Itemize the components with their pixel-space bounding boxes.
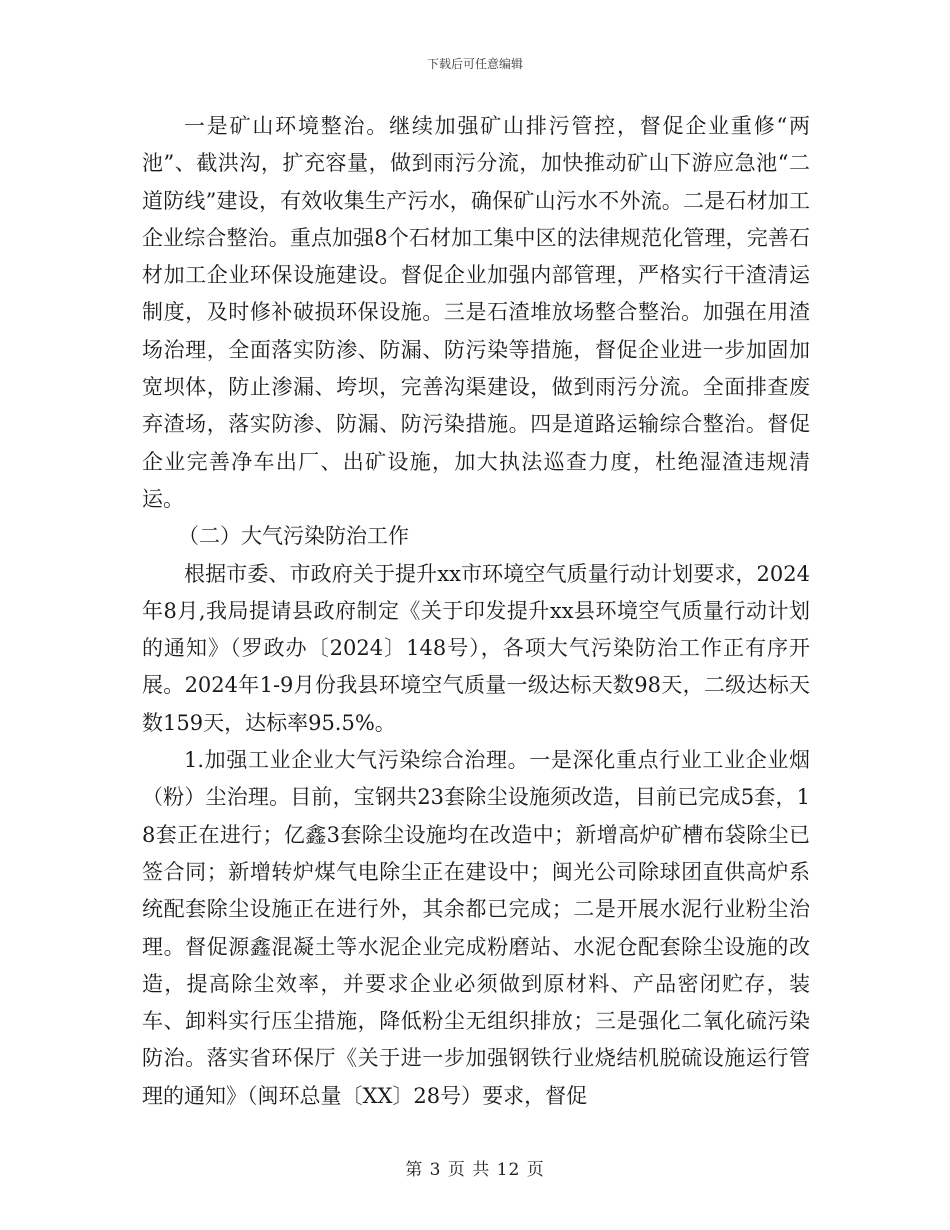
paragraph-mining-rectification: 一是矿山环境整治。继续加强矿山排污管控，督促企业重修“两池”、截洪沟，扩充容量，做到雨污分流，加快推动矿山下游应急池“二道防线”建设，有效收集生产污水，确保矿山污水不外流。二是石材加工企业综合整治。重点加强8个石材加工集中区的法律规范化管理，完善石材加工企业环保设施建设。督促企业加强内部管理，严格实行干渣清运制度，及时修补破损环保设施。三是石渣堆放场整合整治。加强在用渣场治理，全面落实防渗、防漏、防污染等措施，督促企业进一步加固加宽坝体，防止渗漏、垮坝，完善沟渠建设，做到雨污分流。全面排查废弃渣场，落实防渗、防漏、防污染措施。四是道路运输综合整治。督促企业完善净车出厂、出矿设施，加大执法巡查力度，杜绝湿渣违规清运。 — [142, 114, 810, 511]
paragraph-air-quality-plan: 根据市委、市政府关于提升xx市环境空气质量行动计划要求，2024年8月,我局提请县政府制定《关于印发提升xx县环境空气质量行动计划的通知》（罗政办〔2024〕148号），各项大气污染防治工作正有序开展。2024年1-9月份我县环境空气质量一级达标天数98天，二级达标天数159天，达标率95.5%。 — [142, 561, 810, 735]
header-note: 下载后可任意编辑 — [426, 57, 523, 71]
section-heading-air-pollution: （二）大气污染防治工作 — [178, 524, 409, 549]
page-footer: 第 3 页 共 12 页 — [405, 1160, 545, 1180]
document-body — [142, 108, 810, 1115]
paragraph-industrial-governance: 1.加强工业企业大气污染综合治理。一是深化重点行业工业企业烟（粉）尘治理。目前，宝钢共23套除尘设施须改造，目前已完成5套，18套正在进行；亿鑫3套除尘设施均在改造中；新增高炉矿槽布袋除尘已签合同；新增转炉煤气电除尘正在建设中；闽光公司除球团直供高炉系统配套除尘设施正在进行外，其余都已完成；二是开展水泥行业粉尘治理。督促源鑫混凝土等水泥企业完成粉磨站、水泥仓配套除尘设施的改造，提高除尘效率，并要求企业必须做到原材料、产品密闭贮存，装车、卸料实行压尘措施，降低粉尘无组织排放；三是强化二氧化硫污染防治。落实省环保厅《关于进一步加强钢铁行业烧结机脱硫设施运行管理的通知》（闽环总量〔XX〕28号）要求，督促 — [142, 748, 810, 1108]
